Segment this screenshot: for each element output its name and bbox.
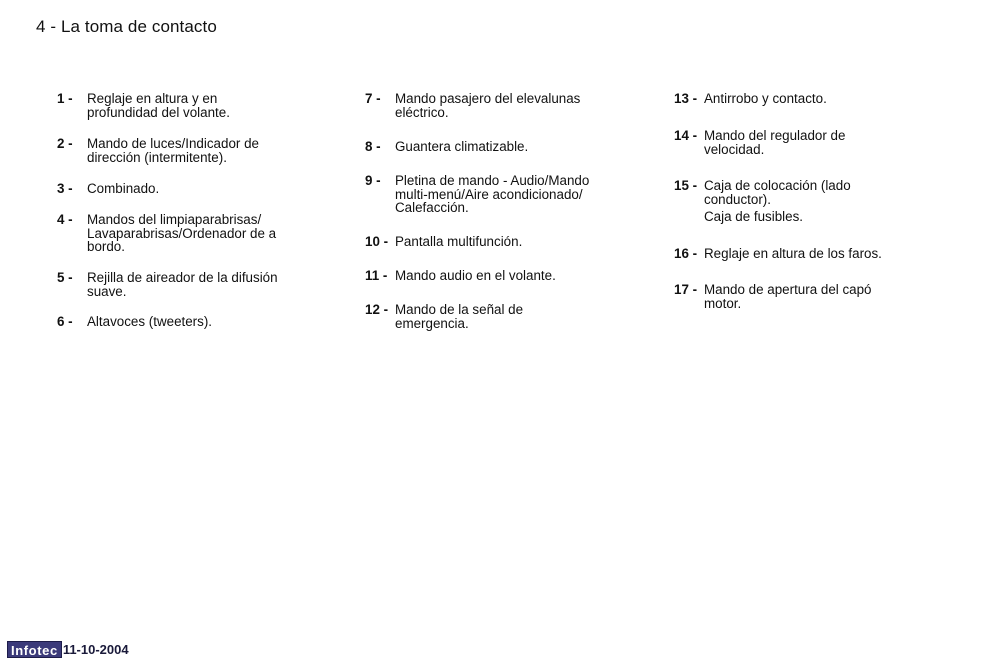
item-line: Rejilla de aireador de la difusión: [87, 270, 278, 285]
item-line: Mandos del limpiaparabrisas/: [87, 212, 262, 227]
item-line: Mando del regulador de: [704, 128, 846, 143]
item-line: Caja de colocación (lado: [704, 178, 851, 193]
item-text: [704, 92, 944, 106]
item-line: motor.: [704, 295, 742, 311]
page-footer: [7, 641, 129, 658]
legend-item-9: [365, 174, 635, 215]
legend-item-15: [674, 179, 944, 224]
item-line-extra: Caja de fusibles.: [704, 209, 803, 224]
item-text: [395, 269, 635, 283]
item-line: conductor).: [704, 191, 771, 207]
legend-item-14: [674, 129, 944, 156]
item-text: [87, 315, 327, 329]
item-text: [395, 303, 635, 330]
legend-item-6: [57, 315, 327, 329]
item-line: Calefacción.: [395, 200, 469, 215]
item-line: multi-menú/Aire acondicionado/: [395, 186, 583, 202]
legend-item-11: [365, 269, 635, 283]
item-number: 11 -: [365, 268, 388, 283]
item-number: 1 -: [57, 91, 73, 106]
item-line: Mando de luces/Indicador de: [87, 136, 259, 151]
item-number: 10 -: [365, 234, 389, 249]
item-text: [87, 271, 327, 298]
item-number: 2 -: [57, 136, 73, 151]
item-number: 13 -: [674, 91, 698, 106]
legend-item-4: [57, 213, 327, 254]
item-line: Pantalla multifunción.: [395, 234, 523, 249]
item-line: Mando de la señal de: [395, 302, 524, 317]
item-line: Guantera climatizable.: [395, 139, 529, 154]
legend-item-2: [57, 137, 327, 164]
legend-item-16: [674, 247, 944, 261]
item-line: emergencia.: [395, 315, 469, 331]
item-line: Pletina de mando - Audio/Mando: [395, 173, 590, 188]
item-number: 16 -: [674, 246, 698, 261]
item-number: 14 -: [674, 128, 698, 143]
item-text: [395, 92, 635, 119]
item-number: 4 -: [57, 212, 73, 227]
legend-item-5: [57, 271, 327, 298]
item-line: Mando audio en el volante.: [395, 268, 556, 283]
item-line: Lavaparabrisas/Ordenador de a: [87, 225, 277, 241]
page-title: 4 - La toma de contacto: [36, 17, 217, 36]
item-number: 3 -: [57, 181, 73, 196]
item-line: suave.: [87, 283, 127, 299]
item-text: [704, 247, 944, 261]
legend-item-17: [674, 283, 944, 310]
item-number: 7 -: [365, 91, 381, 106]
item-line: Reglaje en altura y en: [87, 91, 218, 106]
item-number: 8 -: [365, 139, 381, 154]
item-number: 5 -: [57, 270, 73, 285]
item-line: Antirrobo y contacto.: [704, 91, 827, 106]
item-text: [87, 137, 327, 164]
item-line: velocidad.: [704, 141, 765, 157]
item-line: bordo.: [87, 239, 125, 254]
item-text: [704, 129, 944, 156]
item-number: 17 -: [674, 282, 698, 297]
item-text: [395, 174, 635, 215]
item-line: Combinado.: [87, 181, 160, 196]
item-number: 6 -: [57, 314, 73, 329]
item-line: Mando pasajero del elevalunas: [395, 91, 581, 106]
item-text: [395, 235, 635, 249]
item-text: [87, 182, 327, 196]
legend-item-7: [365, 92, 635, 119]
item-text: [395, 140, 635, 154]
item-text: [704, 179, 944, 224]
legend-item-8: [365, 140, 635, 154]
legend-item-10: [365, 235, 635, 249]
legend-item-3: [57, 182, 327, 196]
item-line: eléctrico.: [395, 104, 449, 120]
legend-item-1: [57, 92, 327, 119]
item-line: profundidad del volante.: [87, 104, 230, 120]
edition-date: 11-10-2004: [62, 642, 129, 657]
item-text: [87, 92, 327, 119]
item-number: 9 -: [365, 173, 381, 188]
infotec-logo: Infotec: [7, 641, 62, 658]
item-text: [87, 213, 327, 254]
item-line: Altavoces (tweeters).: [87, 314, 213, 329]
item-number: 15 -: [674, 178, 698, 193]
legend-item-13: [674, 92, 944, 106]
legend-item-12: [365, 303, 635, 330]
item-number: 12 -: [365, 302, 389, 317]
item-text: [704, 283, 944, 310]
item-line: Reglaje en altura de los faros.: [704, 246, 882, 261]
item-line: dirección (intermitente).: [87, 149, 227, 165]
item-line: Mando de apertura del capó: [704, 282, 872, 297]
